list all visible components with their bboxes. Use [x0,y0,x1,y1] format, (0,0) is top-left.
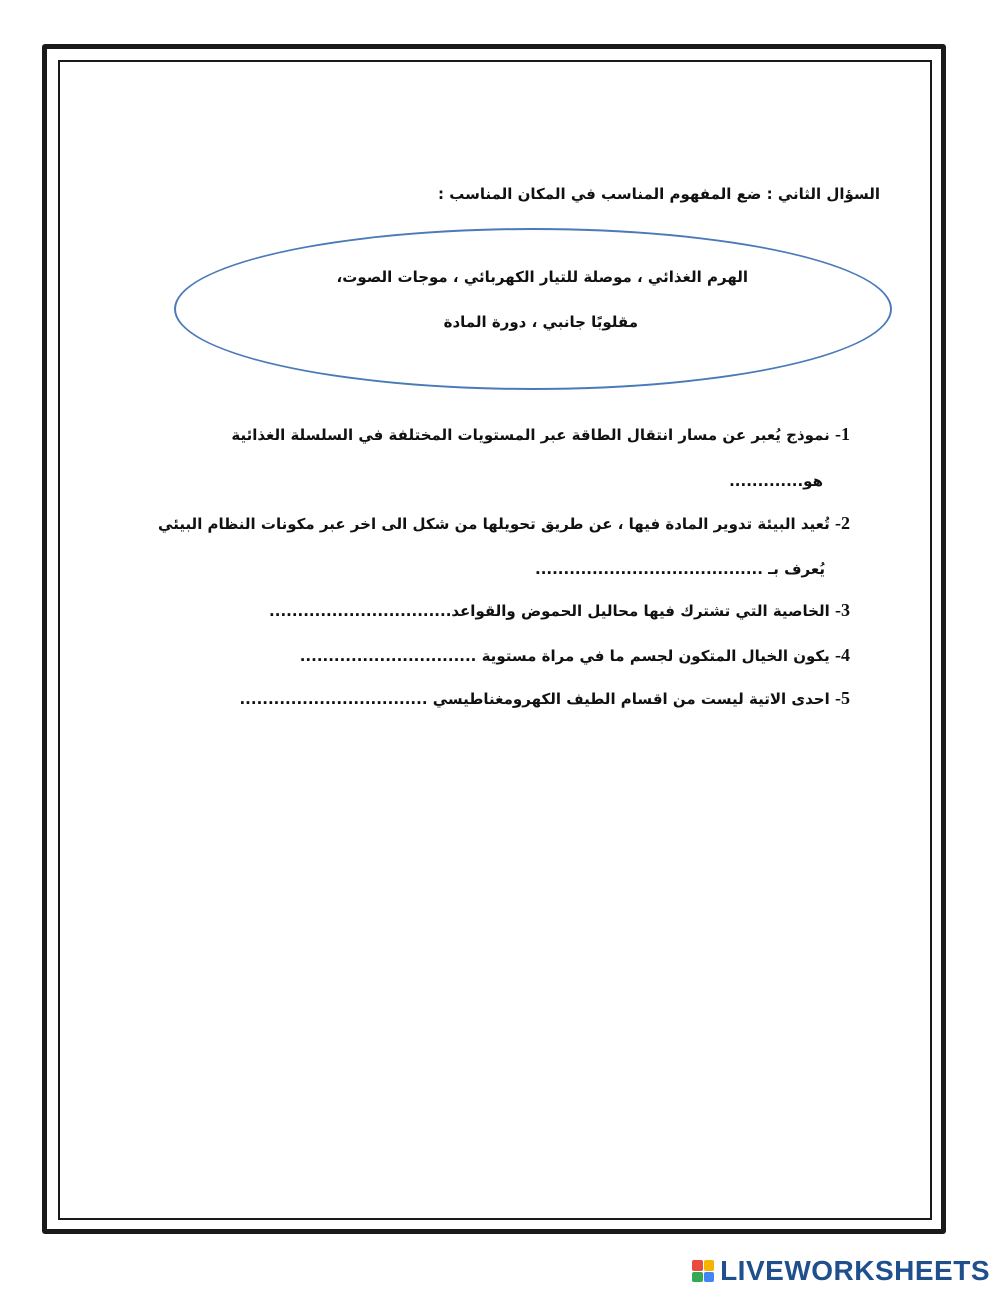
question-1-text: نموذج يُعبر عن مسار انتقال الطاقة عبر المستويات المختلفة في السلسلة الغذائية [231,426,830,444]
question-2-answer-line[interactable]: يُعرف بـ ........................................ [535,560,825,578]
liveworksheets-logo-text: LIVEWORKSHEETS [720,1255,990,1286]
question-2 [158,513,850,534]
question-1-answer-line[interactable]: هو............. [729,472,823,490]
concept-bank-line-1: الهرم الغذائي ، موصلة للتيار الكهربائي ، موجات الصوت، [336,268,748,286]
question-1 [231,424,850,445]
question-3-number: 3- [835,600,850,620]
question-2-text: تُعيد البيئة تدوير المادة فيها ، عن طريق تحويلها من شكل الى اخر عبر مكونات النظام البيئي [158,515,830,533]
question-3-text: الخاصية التي تشترك فيها محاليل الحموض والقواعد................................ [269,602,830,620]
question-3[interactable] [269,600,850,621]
question-4-number: 4- [835,645,850,665]
concept-bank-line-2: مقلوبًا جانبي ، دورة المادة [443,313,638,331]
question-2-number: 2- [835,513,850,533]
liveworksheets-logo-icon [692,1260,714,1282]
question-4[interactable] [300,645,850,666]
question-5-text: احدى الاتية ليست من اقسام الطيف الكهرومغناطيسي ................................. [239,690,830,708]
question-5[interactable] [239,688,850,709]
concept-bank-ellipse [174,228,892,390]
question-5-number: 5- [835,688,850,708]
liveworksheets-logo[interactable] [692,1255,990,1287]
question-1-number: 1- [835,424,850,444]
question-heading: السؤال الثاني : ضع المفهوم المناسب في المكان المناسب : [437,185,880,203]
question-4-text: يكون الخيال المتكون لجسم ما في مراة مستوية ............................... [299,647,830,665]
